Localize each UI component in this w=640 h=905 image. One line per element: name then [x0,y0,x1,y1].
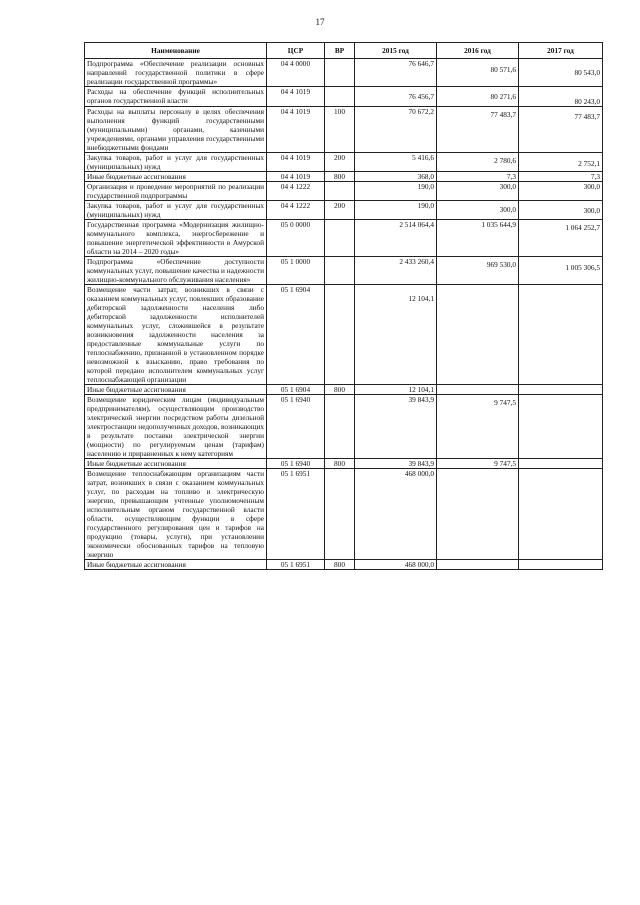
row-2015: 12 104,1 [355,285,437,385]
row-2016: 300,0 [437,182,519,201]
row-vr: 100 [325,107,355,153]
row-2017 [519,385,603,395]
row-2017 [519,459,603,469]
row-name: Иные бюджетные ассигнования [85,172,267,182]
row-2017: 1 064 252,7 [519,220,603,257]
row-vr [325,220,355,257]
row-csr: 04 4 1222 [267,201,325,220]
row-name: Организация и проведение мероприятий по реализации государственной подпрограммы [85,182,267,201]
row-csr: 05 1 0000 [267,257,325,285]
header-2016: 2016 год [437,43,519,59]
table-row [85,285,603,385]
header-2017: 2017 год [519,43,603,59]
row-2016: 969 530,0 [437,257,519,285]
row-2015: 190,0 [355,201,437,220]
row-2017: 300,0 [519,201,603,220]
table-row [85,395,603,459]
row-2017 [519,560,603,570]
row-csr: 04 4 0000 [267,59,325,87]
row-vr [325,87,355,107]
table-row [85,257,603,285]
row-2016 [437,560,519,570]
row-2017: 1 005 306,5 [519,257,603,285]
header-vr: ВР [325,43,355,59]
row-2017: 2 752,1 [519,153,603,172]
row-2015: 76 456,7 [355,87,437,107]
table-row [85,459,603,469]
row-2016: 77 483,7 [437,107,519,153]
row-2016: 80 271,6 [437,87,519,107]
row-2017: 77 483,7 [519,107,603,153]
row-csr: 04 4 1019 [267,153,325,172]
table-row [85,220,603,257]
row-2017: 80 243,0 [519,87,603,107]
row-name: Иные бюджетные ассигнования [85,385,267,395]
row-name: Возмещение теплоснабжающим организациям части затрат, возникших в связи с оказанием коммунальных услуг, по расходам на топливо и электрическую энергию, превышающим учтенные уполномоченным исполнительным органом государственной власти области, осуществляющим функции в сфере государственного регулирования цен и тарифов на продукцию (товары, услуги), при установлении экономически обоснованных тарифов на тепловую энергию [85,469,267,560]
row-2015: 468 000,0 [355,469,437,560]
row-2016: 1 035 644,9 [437,220,519,257]
row-2016 [437,385,519,395]
row-2016: 9 747,5 [437,459,519,469]
table-row [85,107,603,153]
row-vr: 800 [325,459,355,469]
row-name: Подпрограмма «Обеспечение реализации основных направлений государственной политики в сфере реализации государственной программы» [85,59,267,87]
row-2016 [437,469,519,560]
row-2015: 39 843,9 [355,459,437,469]
table-row [85,201,603,220]
row-csr: 05 1 6940 [267,459,325,469]
row-vr [325,469,355,560]
row-2015: 76 646,7 [355,59,437,87]
table-row [85,153,603,172]
row-csr: 04 4 1019 [267,107,325,153]
table-row [85,59,603,87]
row-name: Закупка товаров, работ и услуг для государственных (муниципальных) нужд [85,201,267,220]
row-2016: 9 747,5 [437,395,519,459]
row-vr: 800 [325,385,355,395]
row-2016: 2 780,6 [437,153,519,172]
row-name: Возмещение юридическим лицам (индивидуальным предпринимателям), осуществляющим производство электрической энергии посредством работы дизельной электростанции недополученных доходов, возникающих в результате поставки электрической энергии (мощности) по регулируемым ценам (тарифам) населению и приравненных к нему категориям [85,395,267,459]
table-row [85,87,603,107]
row-name: Иные бюджетные ассигнования [85,459,267,469]
row-2015: 2 433 260,4 [355,257,437,285]
row-2015: 70 672,2 [355,107,437,153]
row-2016: 7,3 [437,172,519,182]
row-name: Подпрограмма «Обеспечение доступности коммунальных услуг, повышение качества и надежности жилищно-коммунального обслуживания населения» [85,257,267,285]
row-csr: 04 4 1222 [267,182,325,201]
row-vr: 200 [325,201,355,220]
row-2015: 190,0 [355,182,437,201]
table-row [85,560,603,570]
row-2015: 368,0 [355,172,437,182]
row-name: Иные бюджетные ассигнования [85,560,267,570]
row-vr [325,285,355,385]
row-vr [325,257,355,285]
budget-table [84,42,603,570]
row-2017 [519,469,603,560]
row-2015: 39 843,9 [355,395,437,459]
row-2015: 12 104,1 [355,385,437,395]
header-csr: ЦСР [267,43,325,59]
row-csr: 05 1 6904 [267,385,325,395]
table-row [85,385,603,395]
row-vr: 800 [325,172,355,182]
table-row [85,172,603,182]
row-csr: 05 1 6951 [267,560,325,570]
row-2015: 5 416,6 [355,153,437,172]
page-number: 17 [315,17,325,27]
row-2017: 7,3 [519,172,603,182]
row-name: Расходы на обеспечение функций исполнительных органов государственной власти [85,87,267,107]
row-csr: 05 1 6904 [267,285,325,385]
row-name: Закупка товаров, работ и услуг для государственных (муниципальных) нужд [85,153,267,172]
row-vr [325,395,355,459]
row-2017: 300,0 [519,182,603,201]
table-header-row [85,43,603,59]
row-vr: 800 [325,560,355,570]
table-row [85,182,603,201]
row-csr: 05 1 6951 [267,469,325,560]
row-2017 [519,285,603,385]
row-2015: 2 514 064,4 [355,220,437,257]
row-2016: 80 571,6 [437,59,519,87]
row-name: Расходы на выплаты персоналу в целях обеспечения выполнения функций государственными (муниципальными) органами, казенными учреждениями, органами управления государственными внебюджетными фондами [85,107,267,153]
header-2015: 2015 год [355,43,437,59]
row-vr: 200 [325,153,355,172]
header-name: Наименование [85,43,267,59]
row-2017: 80 543,0 [519,59,603,87]
row-csr: 05 0 0000 [267,220,325,257]
row-csr: 05 1 6940 [267,395,325,459]
row-2016: 300,0 [437,201,519,220]
table-row [85,469,603,560]
row-vr [325,182,355,201]
row-2017 [519,395,603,459]
row-2015: 468 000,0 [355,560,437,570]
row-csr: 04 4 1019 [267,172,325,182]
row-name: Государственная программа «Модернизация жилищно-коммунального комплекса, энергосбережение и повышение энергетической эффективности в Амурской области на 2014 – 2020 годы» [85,220,267,257]
row-csr: 04 4 1019 [267,87,325,107]
row-2016 [437,285,519,385]
row-name: Возмещение части затрат, возникших в связи с оказанием коммунальных услуг, повлекших образование дебиторской задолженности населения либо дебиторской задолженности исполнителей коммунальных услуг, сложившейся в результате возникновения задолженности населения за предоставленные коммунальные услуги по теплоснабжению, признанной в установленном порядке невозможной к взысканию, право требования по которой передано исполнителем коммунальных услуг теплоснабжающей организации [85,285,267,385]
row-vr [325,59,355,87]
